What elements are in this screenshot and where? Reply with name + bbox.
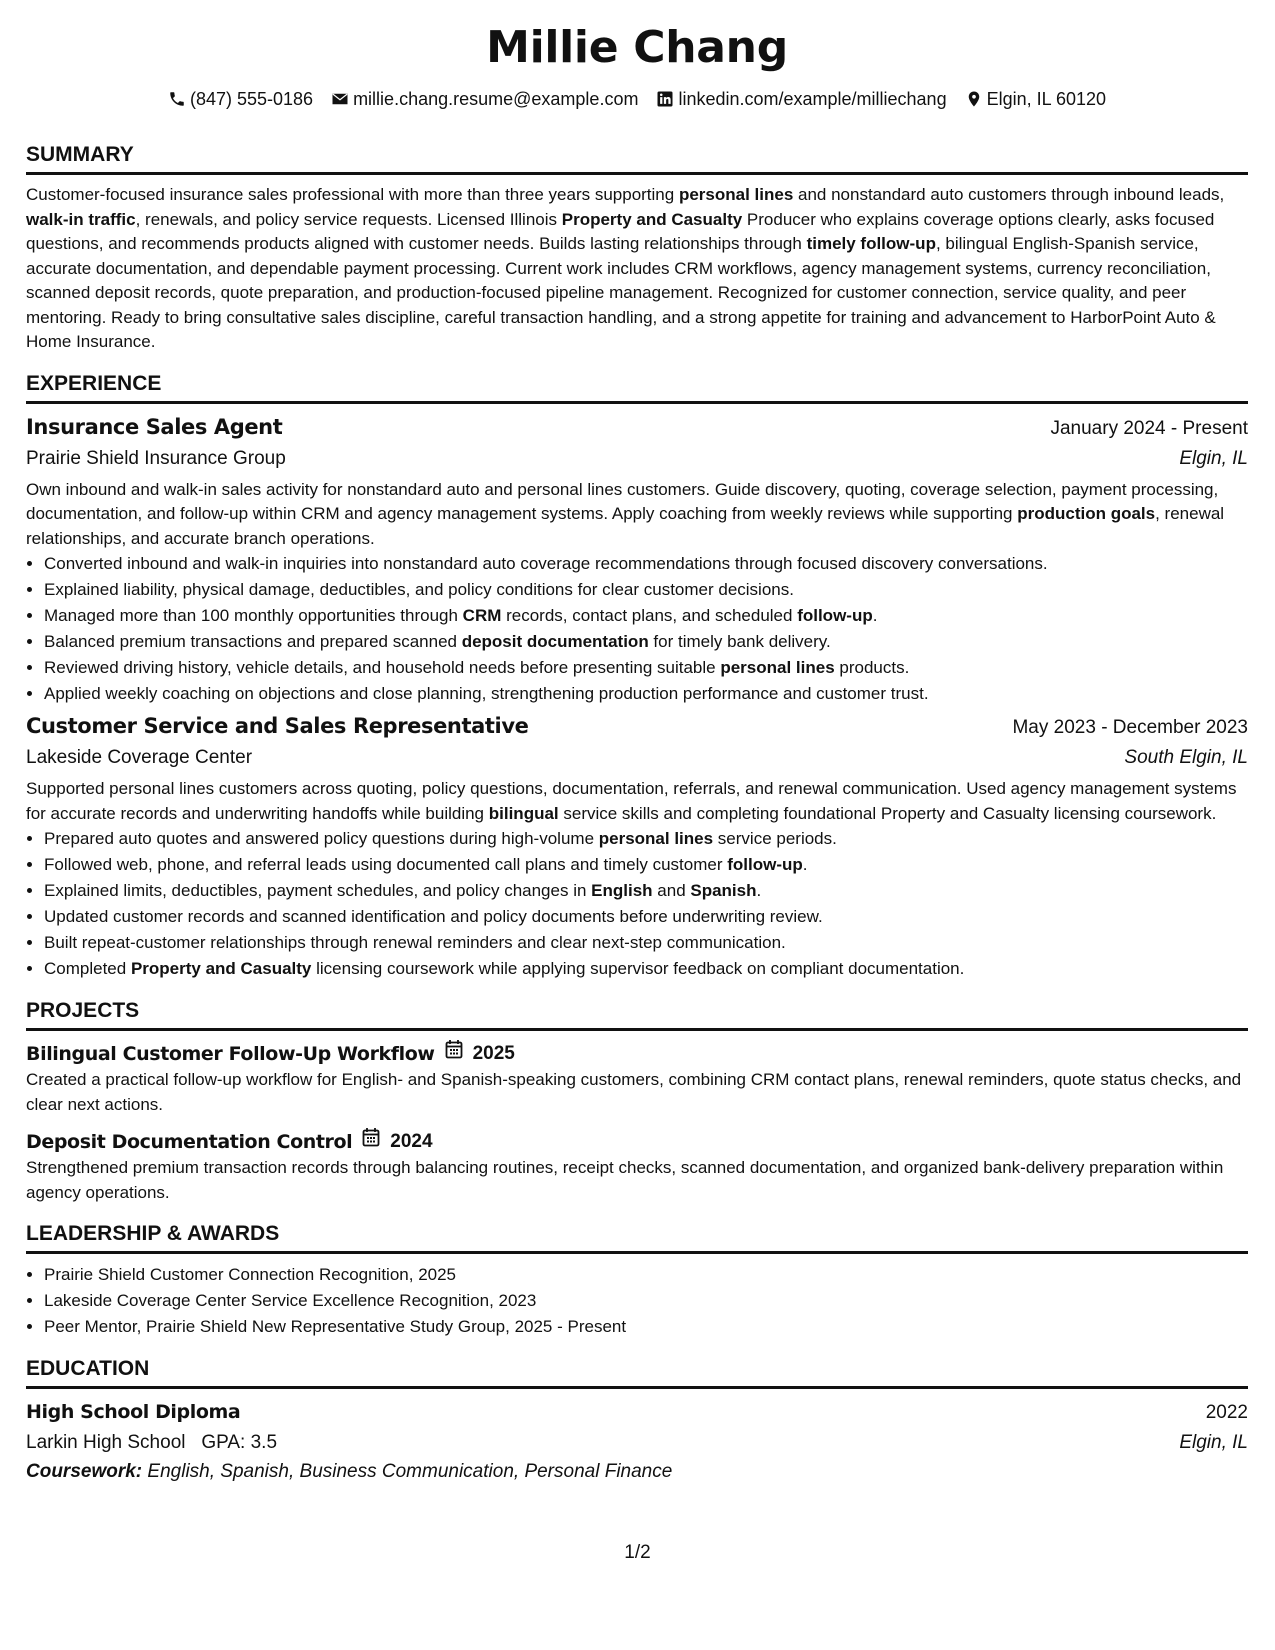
degree-title: High School Diploma: [26, 1401, 241, 1423]
section-title-experience: EXPERIENCE: [26, 371, 1248, 404]
emphasis-text: English: [591, 881, 653, 900]
emphasis-text: personal lines: [678, 185, 794, 204]
project-description: Created a practical follow-up workflow for English- and Spanish-speaking customers, combining CRM contact plans, renewal reminders, quote status checks, and clear next actions.: [26, 1070, 1242, 1114]
envelope-icon: [331, 90, 349, 108]
leadership-item: • Lakeside Coverage Center Service Excellence Recognition, 2023: [44, 1288, 1248, 1314]
linkedin-icon: [656, 90, 674, 108]
location-text: Elgin, IL 60120: [986, 89, 1107, 109]
bullet-item: • Updated customer records and scanned identification and policy documents before underwriting review.: [44, 904, 1248, 930]
bullet-item: • Completed Property and Casualty licensing coursework while applying supervisor feedback on compliant documentation.: [44, 956, 1248, 982]
project-entry: [26, 1039, 1248, 1117]
emphasis-text: timely follow-up: [806, 234, 936, 253]
contact-bar: [26, 88, 1248, 110]
phone-text: (847) 555-0186: [189, 89, 314, 109]
job-dates: January 2024 - Present: [1050, 417, 1248, 439]
summary-text: Customer-focused insurance sales professional with more than three years supporting personal lines and nonstandard auto customers through inbound leads, walk-in traffic, renewals, and policy service requests. Licensed Illinois Property and Casualty Producer who explains coverage options clearly, asks focused questions, and recommends products aligned with customer needs. Builds lasting relationships through timely follow-up, bilingual English-Spanish service, accurate documentation, and dependable payment processing. Current work includes CRM workflows, agency management systems, currency reconciliation, scanned deposit records, quote preparation, and production-focused pipeline management. Recognized for customer connection, service quality, and peer mentoring. Ready to bring consultative sales discipline, careful transaction handling, and a strong appetite for training and advancement to HarborPoint Auto & Home Insurance.: [26, 185, 1225, 351]
leadership-item: • Prairie Shield Customer Connection Recognition, 2025: [44, 1262, 1248, 1288]
bullet-item: • Explained liability, physical damage, deductibles, and policy conditions for clear customer decisions.: [44, 577, 1248, 603]
section-title-projects: PROJECTS: [26, 998, 1248, 1031]
page-number: 1/2: [624, 1542, 651, 1563]
contact-location: [965, 88, 1106, 110]
gpa: GPA: 3.5: [201, 1432, 278, 1453]
job-entry: [26, 412, 1248, 708]
emphasis-text: personal lines: [720, 658, 835, 677]
calendar-icon: [362, 1127, 380, 1156]
phone-icon: [168, 90, 186, 108]
bullet-item: • Balanced premium transactions and prepared scanned deposit documentation for timely bank delivery.: [44, 629, 1248, 655]
bullet-item: • Prepared auto quotes and answered policy questions during high-volume personal lines service periods.: [44, 826, 1248, 852]
school-name: Larkin High School: [26, 1432, 186, 1453]
job-dates: May 2023 - December 2023: [1012, 717, 1248, 738]
emphasis-text: deposit documentation: [461, 632, 649, 651]
bullet-item: • Explained limits, deductibles, payment schedules, and policy changes in English and Spanish.: [44, 878, 1248, 904]
school-location: Elgin, IL: [1179, 1432, 1248, 1453]
bullet-item: • Built repeat-customer relationships through renewal reminders and clear next-step communication.: [44, 930, 1248, 956]
emphasis-text: CRM: [462, 606, 502, 625]
coursework-label: Coursework:: [26, 1461, 143, 1482]
emphasis-text: Property and Casualty: [561, 209, 743, 229]
bullet-item: • Applied weekly coaching on objections and close planning, strengthening production performance and customer trust.: [44, 681, 1248, 707]
job-entry: [26, 711, 1248, 982]
emphasis-text: follow-up: [727, 855, 803, 874]
project-description: Strengthened premium transaction records through balancing routines, receipt checks, scanned documentation, and organized bank-delivery preparation within agency operations.: [26, 1158, 1224, 1202]
linkedin-link[interactable]: linkedin.com/example/milliechang: [678, 89, 947, 109]
summary-section: [26, 142, 1248, 355]
coursework: [26, 1458, 1248, 1486]
section-title-education: EDUCATION: [26, 1356, 1248, 1389]
section-title-leadership: LEADERSHIP & AWARDS: [26, 1221, 1248, 1254]
emphasis-text: walk-in traffic: [26, 209, 136, 229]
section-title-summary: SUMMARY: [26, 142, 1248, 175]
bullet-item: • Managed more than 100 monthly opportunities through CRM records, contact plans, and scheduled follow-up.: [44, 603, 1248, 629]
coursework-list: English, Spanish, Business Communication, Personal Finance: [147, 1461, 673, 1482]
project-title: Deposit Documentation Control: [26, 1130, 353, 1153]
contact-phone: [168, 88, 313, 110]
job-location: South Elgin, IL: [1124, 747, 1248, 768]
job-company: Prairie Shield Insurance Group: [26, 447, 286, 469]
calendar-icon: [445, 1039, 463, 1068]
graduation-year: 2022: [1205, 1402, 1248, 1423]
emphasis-text: follow-up: [797, 606, 873, 625]
leadership-item: • Peer Mentor, Prairie Shield New Representative Study Group, 2025 - Present: [44, 1314, 1248, 1340]
emphasis-text: production goals: [1017, 504, 1156, 523]
project-entry: [26, 1127, 1248, 1205]
project-year: 2025: [472, 1042, 515, 1064]
contact-linkedin[interactable]: [656, 88, 946, 110]
job-location: Elgin, IL: [1179, 447, 1248, 469]
job-bullets: [26, 826, 1248, 982]
job-company: Lakeside Coverage Center: [26, 747, 253, 768]
school-info: [26, 1428, 277, 1458]
job-bullets: [26, 551, 1248, 707]
candidate-name: Millie Chang: [486, 22, 788, 73]
leadership-list: [26, 1262, 1248, 1340]
emphasis-text: personal lines: [598, 829, 714, 848]
projects-section: [26, 998, 1248, 1205]
job-description: Supported personal lines customers across quoting, policy questions, documentation, referrals, and renewal communication. Used agency management systems for accurate records and underwriting handoffs while building bilingual service skills and completing foundational Property and Casualty licensing coursework.: [26, 779, 1237, 823]
project-year: 2024: [390, 1130, 433, 1152]
map-pin-icon: [965, 90, 983, 108]
contact-email[interactable]: [331, 88, 638, 110]
project-title: Bilingual Customer Follow-Up Workflow: [26, 1042, 435, 1065]
education-section: [26, 1356, 1248, 1486]
job-title: Insurance Sales Agent: [26, 414, 283, 439]
job-title: Customer Service and Sales Representative: [26, 714, 529, 738]
bullet-item: • Reviewed driving history, vehicle details, and household needs before presenting suitable personal lines products.: [44, 655, 1248, 681]
leadership-section: [26, 1221, 1248, 1340]
emphasis-text: bilingual: [488, 803, 559, 823]
bullet-item: • Followed web, phone, and referral leads using documented call plans and timely customer follow-up.: [44, 852, 1248, 878]
resume-page: [26, 0, 1248, 1486]
experience-section: [26, 371, 1248, 983]
job-description: Own inbound and walk-in sales activity for nonstandard auto and personal lines customers. Guide discovery, quoting, coverage selection, payment processing, documentation, and follow-up within CRM and agency management systems. Apply coaching from weekly reviews while supporting production goals, renewal relationships, and accurate branch operations.: [26, 479, 1225, 548]
email-link[interactable]: millie.chang.resume@example.com: [353, 89, 639, 109]
emphasis-text: Property and Casualty: [130, 959, 312, 978]
bullet-item: • Converted inbound and walk-in inquiries into nonstandard auto coverage recommendations through focused discovery conversations.: [44, 551, 1248, 577]
emphasis-text: Spanish: [690, 881, 757, 900]
